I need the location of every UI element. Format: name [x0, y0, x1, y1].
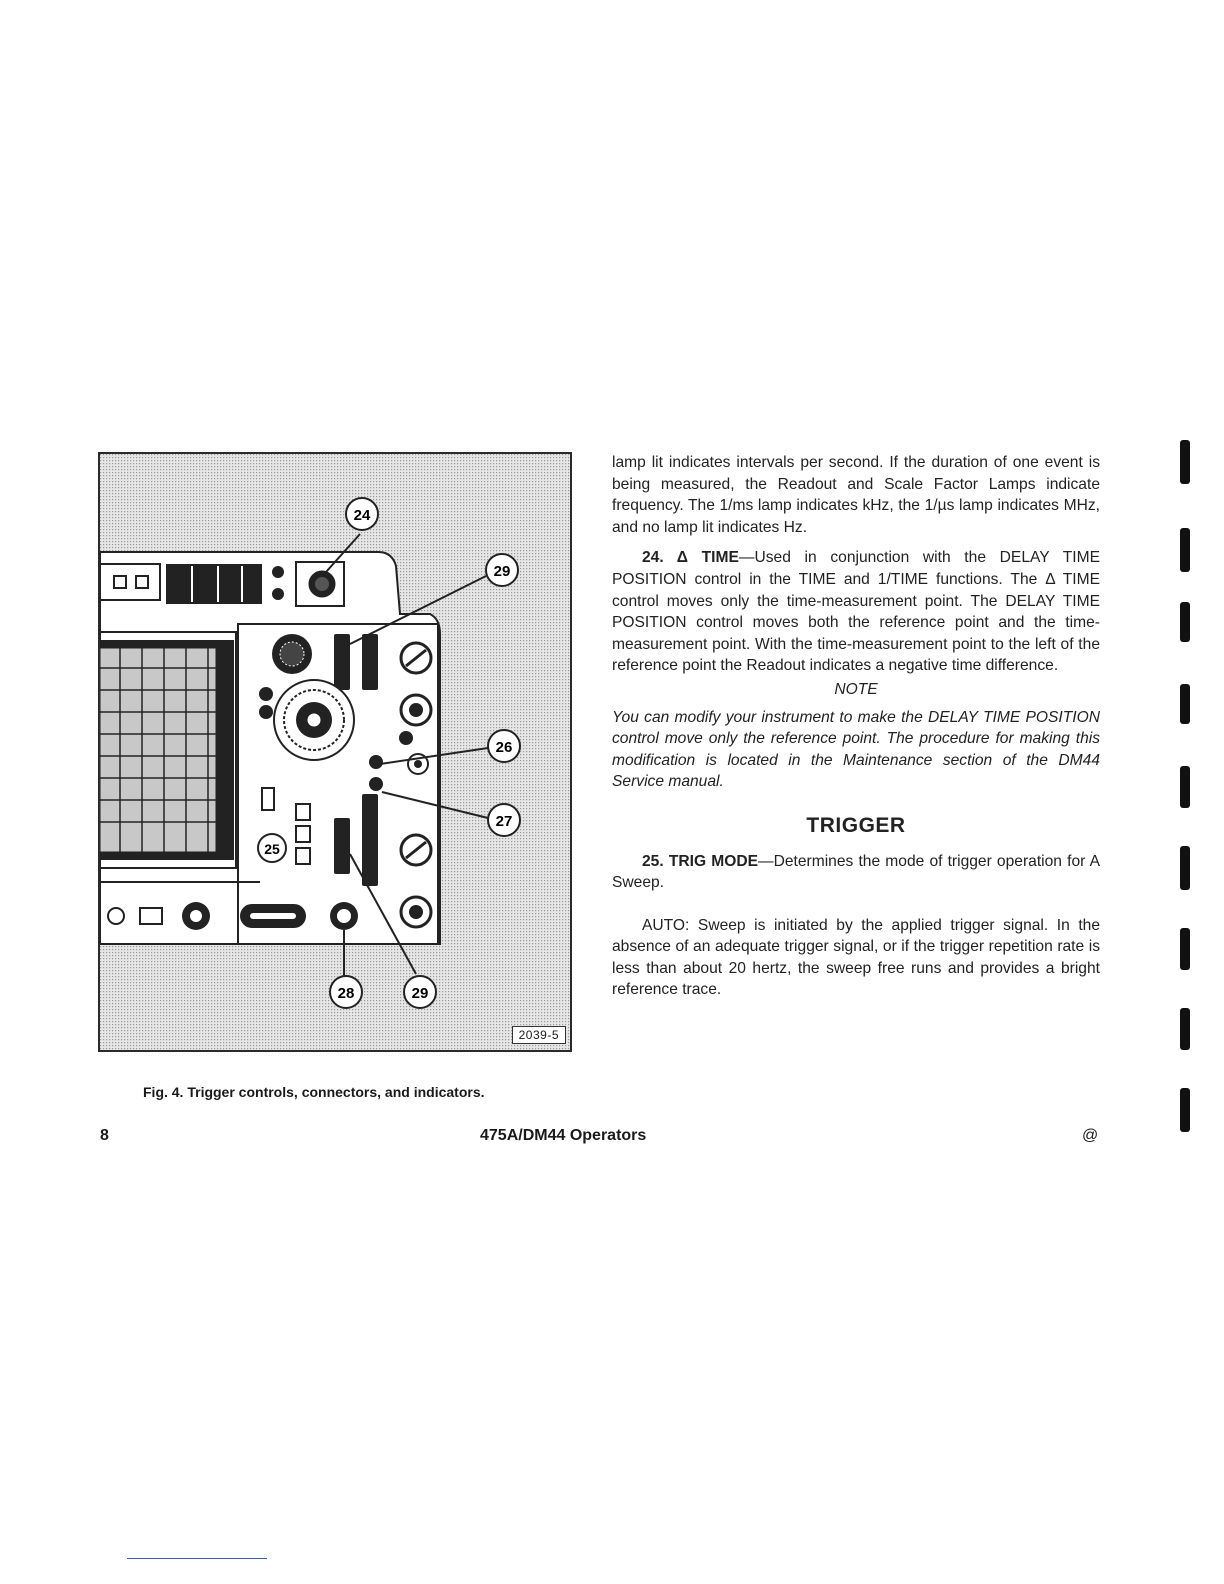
svg-text:25: 25: [264, 841, 280, 857]
footer-mark: @: [1082, 1127, 1099, 1144]
callout-25: [258, 834, 286, 862]
svg-text:24: 24: [353, 507, 371, 524]
note-body: You can modify your instrument to make the DELAY TIME POSITION control move only the reference point. The procedure for making this modification is located in the Maintenance section of the DM44 Service manual.: [612, 708, 1100, 791]
svg-text:28: 28: [337, 985, 355, 1002]
paragraph-trig-mode: [612, 851, 1100, 894]
section-title-trigger: TRIGGER: [806, 813, 906, 837]
figure-caption: Fig. 4. Trigger controls, connectors, and indicators.: [143, 1084, 485, 1100]
svg-text:29: 29: [411, 985, 429, 1002]
item-25-label: 25. TRIG MODE: [642, 852, 758, 870]
svg-text:27: 27: [495, 813, 513, 830]
paragraph-delta-time: [612, 547, 1100, 677]
item-24-label: 24. Δ TIME: [642, 549, 739, 567]
page-number: 8: [100, 1127, 109, 1144]
paragraph-intervals: lamp lit indicates intervals per second. If the duration of one event is being measured, the Readout and Scale Factor Lamps indicate frequency. The 1/ms lamp indicates kHz, the 1/µs lamp indicates MHz, and no lamp lit indicates Hz.: [612, 454, 1100, 536]
callout-29-bottom: [404, 976, 436, 1008]
callout-28: [330, 976, 362, 1008]
item-24-text: —Used in conjunction with the DELAY TIME POSITION control in the TIME and 1/TIME functions. The Δ TIME control moves only the time-measurement point. The DELAY TIME POSITION control moves both the reference point and the time-measurement point. With the time-measurement point to the left of the reference point the Readout indicates a negative time difference.: [612, 549, 1100, 675]
callout-26: [488, 730, 520, 762]
footer-title: 475A/DM44 Operators: [480, 1127, 647, 1144]
callout-29-top: [486, 554, 518, 586]
svg-text:29: 29: [493, 563, 511, 580]
body-text: [612, 452, 1100, 1001]
binding-edge-marks: [1174, 440, 1198, 1140]
callout-27: [488, 804, 520, 836]
paragraph-auto: AUTO: Sweep is initiated by the applied trigger signal. In the absence of an adequate trigger signal, or if the trigger repetition rate is less than about 20 hertz, the sweep free runs and provides a bright reference trace.: [612, 916, 1100, 999]
oscilloscope-illustration: [100, 454, 570, 1050]
note-title: NOTE: [834, 680, 878, 698]
callout-24: [346, 498, 378, 530]
figure-4: [98, 452, 572, 1052]
svg-text:26: 26: [495, 739, 513, 756]
bottom-rule: [127, 1558, 267, 1559]
item-25-text: —Determines the mode of trigger operation for A Sweep.: [612, 852, 1100, 892]
figure-id-label: 2039-5: [512, 1026, 566, 1044]
